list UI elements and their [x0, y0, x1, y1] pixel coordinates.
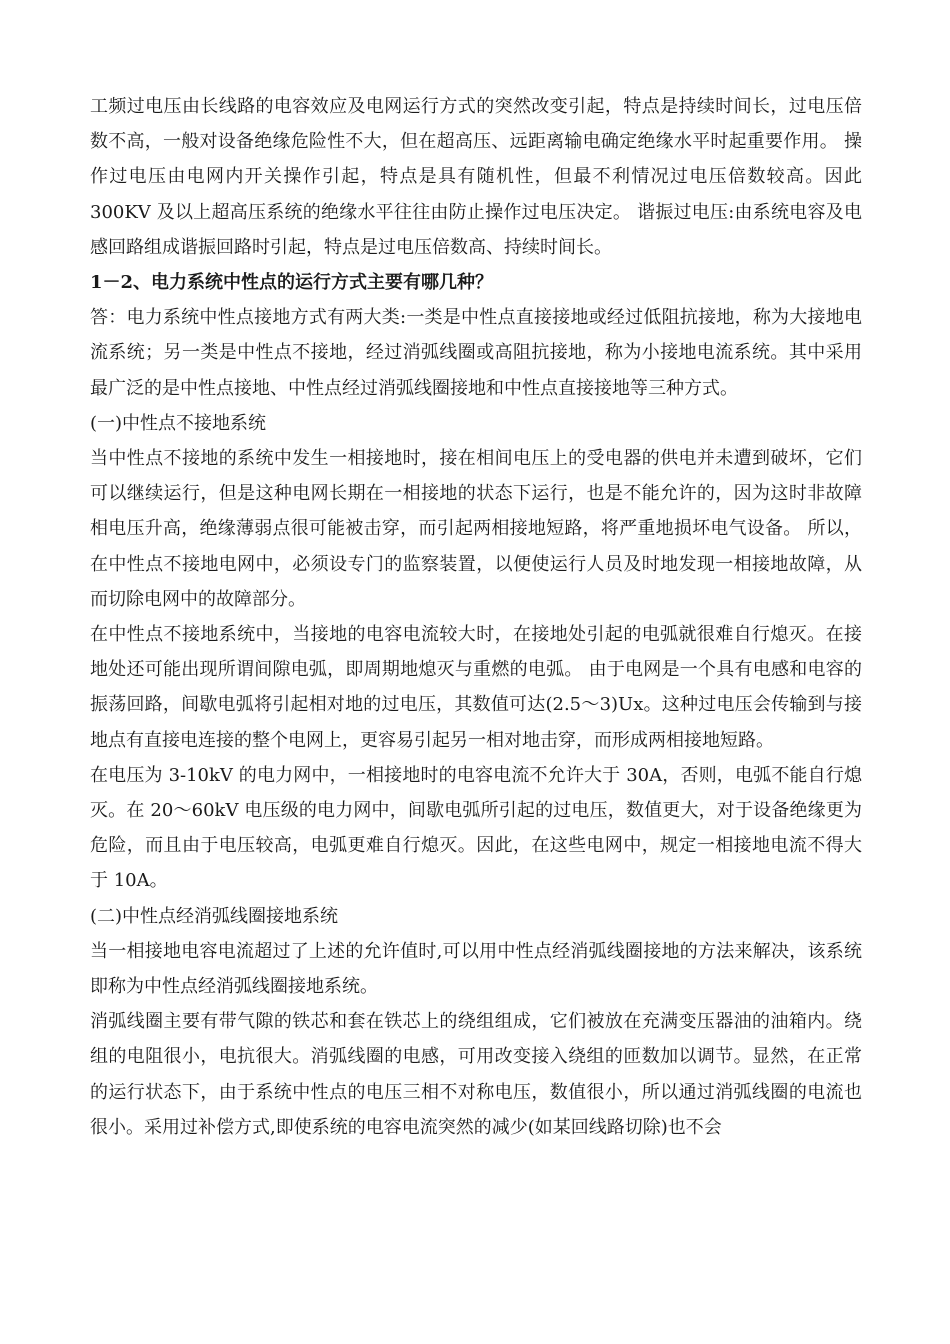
paragraph-current-limits: 在电压为 3-10kV 的电力网中，一相接地时的电容电流不允许大于 30A，否则，电弧不能自行熄灭。在 20～60kV 电压级的电力网中，间歇电弧所引起的过电压，数值更大，对于设备绝缘更为危险，而且由于电压较高，电弧更难自行熄灭。因此，在这些电网中，规定一相接地电流不得大于 10A。 — [90, 764, 862, 892]
subheading-arc-suppression-coil-system: (二)中性点经消弧线圈接地系统 — [90, 905, 339, 927]
paragraph-coil-structure: 消弧线圈主要有带气隙的铁芯和套在铁芯上的绕组组成，它们被放在充满变压器油的油箱内。绕组的电阻很小，电抗很大。消弧线圈的电感，可用改变接入绕组的匝数加以调节。显然，在正常的运行状态下，由于系统中性点的电压三相不对称电压，数值很小，所以通过消弧线圈的电流也很小。采用过补偿方式,即使系统的电容电流突然的减少(如某回线路切除)也不会 — [90, 1011, 862, 1138]
paragraph-answer: 答：电力系统中性点接地方式有两大类:一类是中性点直接接地或经过低阻抗接地，称为大接地电流系统；另一类是中性点不接地，经过消弧线圈或高阻抗接地，称为小接地电流系统。其中采用最广泛的是中性点接地、中性点经过消弧线圈接地和中性点直接接地等三种方式。 — [90, 307, 862, 399]
paragraph-overvoltage-types: 工频过电压由长线路的电容效应及电网运行方式的突然改变引起，特点是持续时间长，过电压倍数不高，一般对设备绝缘危险性不大，但在超高压、远距离输电确定绝缘水平时起重要作用。 操作过电压由电网内开关操作引起，特点是具有随机性，但最不利情况过电压倍数较高。因此 300KV 及以上超高压系统的绝缘水平往往由防止操作过电压决定。 谐振过电压:由系统电容及电感回路组成谐振回路时引起，特点是过电压倍数高、持续时间长。 — [90, 96, 862, 258]
paragraph-single-phase-ground: 当中性点不接地的系统中发生一相接地时，接在相间电压上的受电器的供电并未遭到破坏，它们可以继续运行，但是这种电网长期在一相接地的状态下运行，也是不能允许的，因为这时非故障相电压升高，绝缘薄弱点很可能被击穿，而引起两相接地短路，将严重地损坏电气设备。 所以，在中性点不接地电网中，必须设专门的监察装置，以便使运行人员及时地发现一相接地故障，从而切除电网中的故障部分。 — [90, 448, 862, 610]
document-page — [90, 89, 862, 1145]
subheading-ungrounded-system: (一)中性点不接地系统 — [90, 412, 267, 434]
paragraph-coil-grounding: 当一相接地电容电流超过了上述的允许值时,可以用中性点经消弧线圈接地的方法来解决，该系统即称为中性点经消弧线圈接地系统。 — [90, 940, 862, 998]
section-heading-1-2: 1－2、电力系统中性点的运行方式主要有哪几种？ — [90, 272, 494, 294]
paragraph-intermittent-arc: 在中性点不接地系统中，当接地的电容电流较大时，在接地处引起的电弧就很难自行熄灭。在接地处还可能出现所谓间隙电弧，即周期地熄灭与重燃的电弧。 由于电网是一个具有电感和电容的振荡回路，间歇电弧将引起相对地的过电压，其数值可达(2.5～3)Ux。这种过电压会传输到与接地点有直接电连接的整个电网上，更容易引起另一相对地击穿，而形成两相接地短路。 — [90, 624, 862, 751]
